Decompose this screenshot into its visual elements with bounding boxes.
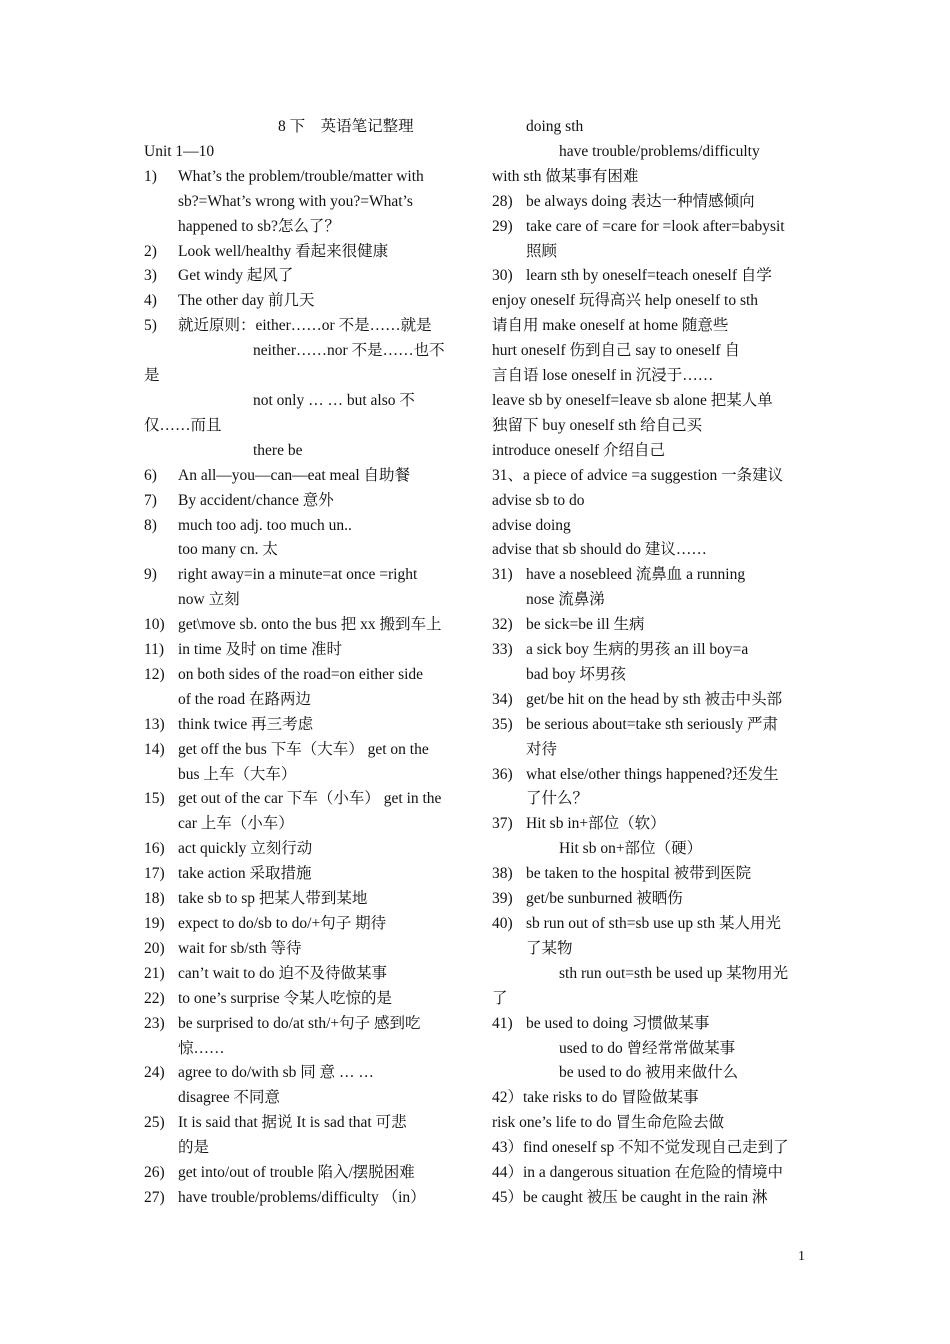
item-number: 8) xyxy=(144,516,157,534)
item-text: An all—you—can—eat meal 自助餐 xyxy=(178,466,411,484)
note-item xyxy=(144,887,459,912)
note-item xyxy=(144,613,459,638)
item-text: right away=in a minute=at once =right xyxy=(178,566,418,584)
item-number: 1) xyxy=(144,167,157,185)
item-number: 22) xyxy=(144,989,165,1007)
item-text: take action 采取措施 xyxy=(178,865,312,883)
note-line: neither……nor 不是……也不 xyxy=(253,342,445,360)
item-text: The other day 前几天 xyxy=(178,292,315,310)
item-text: By accident/chance 意外 xyxy=(178,491,334,509)
note-item-continuation: nose 流鼻涕 xyxy=(526,591,605,609)
note-item xyxy=(492,215,808,240)
note-item-continuation: bus 上车（大车） xyxy=(178,765,297,783)
item-text: in time 及时 on time 准时 xyxy=(178,641,343,659)
item-number: 10) xyxy=(144,616,165,634)
item-text: be always doing 表达一种情感倾向 xyxy=(526,192,755,210)
note-item xyxy=(492,613,808,638)
item-number: 20) xyxy=(144,939,165,957)
item-number: 37) xyxy=(492,815,513,833)
item-number: 11) xyxy=(144,641,165,659)
item-text: get\move sb. onto the bus 把 xx 搬到车上 xyxy=(178,616,442,634)
note-item xyxy=(144,563,459,588)
note-item-continuation: of the road 在路两边 xyxy=(178,690,312,708)
note-item xyxy=(492,713,808,738)
item-number: 7) xyxy=(144,491,157,509)
note-item xyxy=(144,862,459,887)
item-text: be used to doing 习惯做某事 xyxy=(526,1014,710,1032)
note-line: 31、a piece of advice =a suggestion 一条建议 xyxy=(492,466,784,484)
note-item-continuation: happened to sb?怎么了？ xyxy=(178,217,340,235)
item-number: 30) xyxy=(492,267,513,285)
item-number: 32) xyxy=(492,616,513,634)
item-number: 35) xyxy=(492,715,513,733)
item-number: 23) xyxy=(144,1014,165,1032)
note-line: with sth 做某事有困难 xyxy=(492,167,639,185)
item-text: much too adj. too much un.. xyxy=(178,516,352,534)
item-text: 就近原则：either……or 不是……就是 xyxy=(178,317,432,335)
note-line: 了 xyxy=(492,989,508,1007)
item-number: 28) xyxy=(492,192,513,210)
item-text: What’s the problem/trouble/matter with xyxy=(178,167,424,185)
item-number: 34) xyxy=(492,690,513,708)
note-item xyxy=(144,1186,459,1211)
item-text: Hit sb in+部位（软） xyxy=(526,815,666,833)
note-line: Hit sb on+部位（硬） xyxy=(559,840,703,858)
item-number: 5) xyxy=(144,317,157,335)
note-item-continuation: disagree 不同意 xyxy=(178,1089,281,1107)
item-text: sb run out of sth=sb use up sth 某人用光 xyxy=(526,915,782,932)
note-item xyxy=(492,912,808,937)
item-number: 29) xyxy=(492,217,513,235)
note-item xyxy=(492,638,808,663)
note-item-continuation: too many cn. 太 xyxy=(178,541,278,559)
note-item-continuation: 了某物 xyxy=(526,939,573,957)
note-item xyxy=(144,638,459,663)
note-item xyxy=(492,812,808,837)
note-item xyxy=(492,190,808,215)
item-number: 12) xyxy=(144,665,165,683)
note-item-continuation: 惊…… xyxy=(178,1039,225,1057)
note-item xyxy=(144,489,459,514)
item-number: 41) xyxy=(492,1014,513,1032)
note-line: sth run out=sth be used up 某物用光 xyxy=(559,964,789,982)
item-text: Get windy 起风了 xyxy=(178,267,294,285)
note-line: there be xyxy=(253,441,303,459)
item-text: to one’s surprise 令某人吃惊的是 xyxy=(178,989,392,1007)
item-number: 27) xyxy=(144,1188,165,1206)
note-line: risk one’s life to do 冒生命危险去做 xyxy=(492,1114,725,1132)
item-text: think twice 再三考虑 xyxy=(178,715,314,733)
item-number: 24) xyxy=(144,1064,165,1082)
note-line: doing sth xyxy=(526,118,584,135)
note-item xyxy=(144,514,459,539)
item-number: 2) xyxy=(144,242,157,260)
item-text: take sb to sp 把某人带到某地 xyxy=(178,890,368,908)
note-item xyxy=(492,264,808,289)
item-number: 19) xyxy=(144,915,165,932)
item-number: 21) xyxy=(144,964,165,982)
item-text: have a nosebleed 流鼻血 a running xyxy=(526,566,746,584)
note-item-continuation: 照顾 xyxy=(526,242,558,260)
note-item-continuation: 的是 xyxy=(178,1139,210,1157)
note-line: 43）find oneself sp 不知不觉发现自己走到了 xyxy=(492,1139,789,1157)
item-number: 40) xyxy=(492,915,513,932)
note-line: 请自用 make oneself at home 随意些 xyxy=(492,317,729,335)
note-line: advise sb to do xyxy=(492,491,585,509)
note-item xyxy=(144,240,459,265)
item-text: on both sides of the road=on either side xyxy=(178,665,424,683)
note-item-continuation: 了什么？ xyxy=(526,790,589,808)
unit-heading: Unit 1—10 xyxy=(144,142,215,160)
item-number: 25) xyxy=(144,1114,165,1132)
item-number: 4) xyxy=(144,292,157,310)
item-text: agree to do/with sb 同 意 … … xyxy=(178,1064,374,1082)
item-text: what else/other things happened?还发生 xyxy=(526,765,779,783)
note-line: 44）in a dangerous situation 在危险的情境中 xyxy=(492,1164,784,1182)
item-number: 31) xyxy=(492,566,513,584)
note-line: used to do 曾经常常做某事 xyxy=(559,1039,736,1057)
note-item xyxy=(492,688,808,713)
item-text: get into/out of trouble 陷入/摆脱困难 xyxy=(178,1164,415,1182)
page-number: 1 xyxy=(798,1249,805,1264)
note-item xyxy=(144,787,459,812)
note-item xyxy=(144,1061,459,1086)
item-text: expect to do/sb to do/+句子 期待 xyxy=(178,915,387,932)
left-column xyxy=(144,115,459,1211)
note-item xyxy=(144,264,459,289)
item-text: can’t wait to do 迫不及待做某事 xyxy=(178,964,387,982)
item-text: wait for sb/sth 等待 xyxy=(178,939,302,957)
note-item xyxy=(492,763,808,788)
item-text: be taken to the hospital 被带到医院 xyxy=(526,865,752,883)
item-number: 39) xyxy=(492,890,513,908)
note-item xyxy=(144,837,459,862)
note-item xyxy=(144,962,459,987)
item-number: 18) xyxy=(144,890,165,908)
note-line: introduce oneself 介绍自己 xyxy=(492,441,666,459)
note-line: 仅……而且 xyxy=(144,416,222,434)
item-text: act quickly 立刻行动 xyxy=(178,840,313,858)
note-item-continuation: bad boy 坏男孩 xyxy=(526,665,626,683)
item-number: 9) xyxy=(144,566,157,584)
note-line: 言自语 lose oneself in 沉浸于…… xyxy=(492,367,714,385)
item-text: a sick boy 生病的男孩 an ill boy=a xyxy=(526,641,749,659)
note-item-continuation: 对待 xyxy=(526,740,558,758)
item-text: be sick=be ill 生病 xyxy=(526,616,645,634)
note-item xyxy=(144,464,459,489)
note-item xyxy=(144,738,459,763)
item-number: 36) xyxy=(492,765,513,783)
note-item xyxy=(144,314,459,339)
note-item xyxy=(492,862,808,887)
item-text: get out of the car 下车（小车） get in the xyxy=(178,790,442,808)
item-text: get/be sunburned 被晒伤 xyxy=(526,890,683,908)
note-item xyxy=(144,1111,459,1136)
item-number: 17) xyxy=(144,865,165,883)
note-line: hurt oneself 伤到自己 say to oneself 自 xyxy=(492,342,740,360)
note-item xyxy=(492,887,808,912)
right-column xyxy=(492,115,808,1211)
note-item xyxy=(144,937,459,962)
item-text: learn sth by oneself=teach oneself 自学 xyxy=(526,267,772,285)
note-line: 42）take risks to do 冒险做某事 xyxy=(492,1089,699,1107)
note-item xyxy=(144,912,459,937)
note-line: have trouble/problems/difficulty xyxy=(559,142,760,160)
item-text: get/be hit on the head by sth 被击中头部 xyxy=(526,690,783,708)
item-number: 15) xyxy=(144,790,165,808)
note-item xyxy=(144,987,459,1012)
item-text: have trouble/problems/difficulty （in） xyxy=(178,1188,426,1206)
item-text: take care of =care for =look after=babysit xyxy=(526,217,785,235)
note-line: be used to do 被用来做什么 xyxy=(559,1064,739,1082)
item-number: 13) xyxy=(144,715,165,733)
note-item xyxy=(144,1161,459,1186)
item-text: It is said that 据说 It is sad that 可悲 xyxy=(178,1114,407,1132)
item-number: 38) xyxy=(492,865,513,883)
note-line: 是 xyxy=(144,367,160,385)
note-line: advise that sb should do 建议…… xyxy=(492,541,707,559)
note-line: leave sb by oneself=leave sb alone 把某人单 xyxy=(492,391,773,409)
item-number: 14) xyxy=(144,740,165,758)
note-line: not only … … but also 不 xyxy=(253,391,415,409)
note-item xyxy=(492,1012,808,1037)
note-item xyxy=(144,289,459,314)
note-item xyxy=(144,713,459,738)
item-number: 33) xyxy=(492,641,513,659)
note-line: 独留下 buy oneself sth 给自己买 xyxy=(492,416,703,434)
note-item-continuation: car 上车（小车） xyxy=(178,815,294,833)
item-number: 3) xyxy=(144,267,157,285)
note-item xyxy=(492,563,808,588)
item-text: Look well/healthy 看起来很健康 xyxy=(178,242,389,260)
note-line: advise doing xyxy=(492,516,571,534)
note-item-continuation: sb?=What’s wrong with you?=What’s xyxy=(178,192,413,210)
item-number: 6) xyxy=(144,466,157,484)
item-text: get off the bus 下车（大车） get on the xyxy=(178,740,429,758)
note-item xyxy=(144,165,459,190)
item-text: be serious about=take sth seriously 严肃 xyxy=(526,715,778,733)
item-number: 16) xyxy=(144,840,165,858)
item-text: be surprised to do/at sth/+句子 感到吃 xyxy=(178,1014,421,1032)
note-line: 45）be caught 被压 be caught in the rain 淋 xyxy=(492,1188,768,1206)
item-number: 26) xyxy=(144,1164,165,1182)
note-item-continuation: now 立刻 xyxy=(178,591,240,609)
note-line: enjoy oneself 玩得高兴 help oneself to sth xyxy=(492,292,759,310)
page-title: 8 下 英语笔记整理 xyxy=(278,118,414,135)
note-item xyxy=(144,663,459,688)
note-item xyxy=(144,1012,459,1037)
